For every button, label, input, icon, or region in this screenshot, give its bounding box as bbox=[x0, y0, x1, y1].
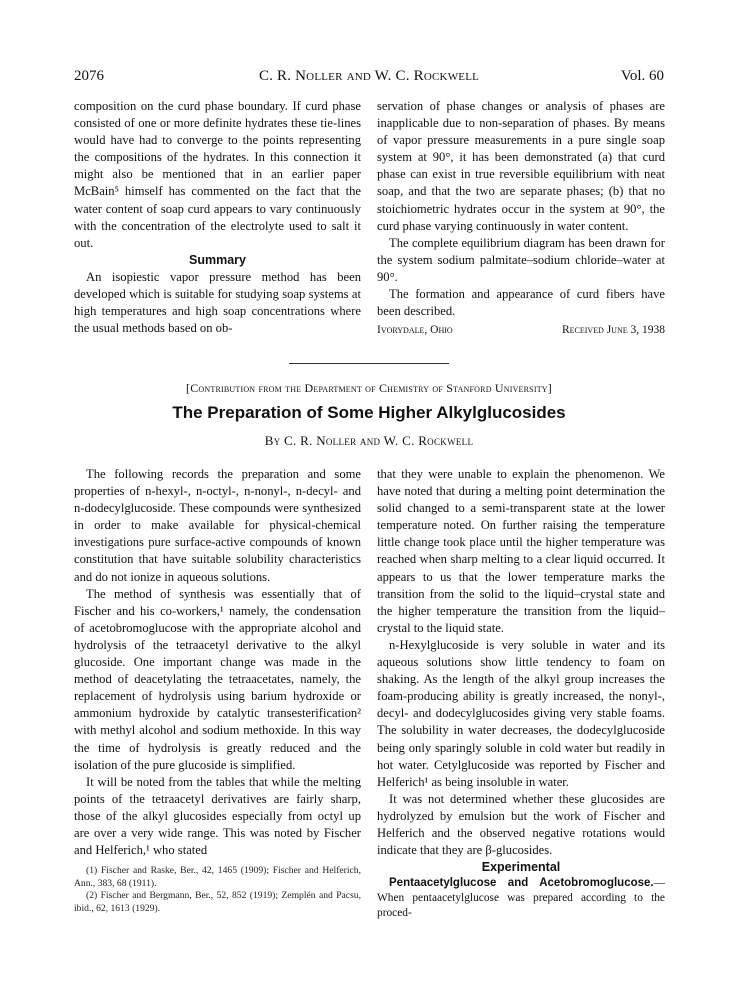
volume-label: Vol. 60 bbox=[620, 68, 664, 84]
sign-off-row bbox=[377, 322, 665, 339]
previous-article-right-column bbox=[377, 98, 665, 339]
paragraph: The method of synthesis was essentially that of Fischer and his co-workers,¹ namely, the condensation of acetobromoglucose with the appropriate alcohol and hydrolysis of the tetraacetyl derivative to the alkyl glucoside. One important change was made in the method of deacetylating the tetraacetates, namely, the replacement of hydrolysis using barium hydroxide or ammonium hydroxide by catalytic transesterification² with methyl alcohol and sodium methoxide. In this way the time of hydrolysis is greatly reduced and the isolation of the pure glucoside is simplified. bbox=[74, 586, 361, 772]
paragraph: servation of phase changes or analysis of phases are inapplicable due to non-separation of phases. By means of vapor pressure measurements in a pure single soap system at 90°, it has been demonstrated (a) that curd phase can exist in true reversible equilibrium with neat soap, and that the two are separate phases; (b) that no stoichiometric hydrates occur in the system at 90°, the curd phase varying continuously in water content. bbox=[377, 99, 665, 233]
summary-paragraph: An isopiestic vapor pressure method has been developed which is suitable for studying soap systems at high temperatures and high soap concentrations where the usual methods based on ob- bbox=[74, 269, 361, 336]
paragraph: It was not determined whether these glucosides are hydrolyzed by emulsion but the work of Fischer and Helferich and the observed negative rotations would indicate that they are β-glucosides. bbox=[377, 791, 665, 858]
footnotes bbox=[74, 865, 361, 915]
page-number: 2076 bbox=[74, 68, 104, 84]
article-left-column bbox=[74, 466, 361, 915]
paragraph: The complete equilibrium diagram has been drawn for the system sodium palmitate–sodium chloride–water at 90°. bbox=[377, 235, 665, 284]
summary-heading: Summary bbox=[189, 252, 246, 267]
location: Ivorydale, Ohio bbox=[377, 324, 453, 337]
experimental-lead: Pentaacetylglucose and Acetobromoglucose. bbox=[389, 877, 654, 890]
paragraph: that they were unable to explain the phenomenon. We have noted that during a melting point determination the solid changed to a semi-transparent state at the lower temperature noted. On further raising the temperature little change took place until the higher temperature was reached when sharp melting to a clear liquid occurred. It appears to us that the lower temperature marks the transition from the solid to the liquid–crystal state and the higher temperature the transition from the liquid–crystal to the liquid state. bbox=[377, 467, 665, 635]
footnote: (2) Fischer and Bergmann, Ber., 52, 852 (1919); Zemplén and Pacsu, ibid., 62, 1613 (1929). bbox=[74, 890, 361, 914]
received-date: Received June 3, 1938 bbox=[561, 324, 665, 337]
paragraph: n-Hexylglucoside is very soluble in water and its aqueous solutions show little tendency to foam on shaking. As the length of the alkyl group increases the foam-producing ability is greatly increased, the nonyl-, decyl- and dodecylglucosides giving very stable foams. The solubility in water decreases, the dodecylglucoside being only sparingly soluble in cold water but readily in hot water. Cetylglucoside was reported by Fischer and Helferich¹ as being insoluble in water. bbox=[377, 637, 665, 789]
experimental-text: —When pentaacetylglucose was prepared according to the proced- bbox=[377, 877, 665, 920]
running-head bbox=[74, 67, 664, 85]
experimental-paragraph bbox=[377, 876, 665, 921]
experimental-heading: Experimental bbox=[481, 860, 561, 875]
byline: By C. R. Noller and W. C. Rockwell bbox=[264, 433, 474, 448]
paragraph: composition on the curd phase boundary. If curd phase consisted of one or more definite hydrates these tie-lines would have had to converge to the points representing the compositions of the hydrates. In this connection it might also be mentioned that in an earlier paper McBain⁵ himself has commented on the fact that the water content of soap curd appears to vary continuously with the concentration of the electrolyte used to salt it out. bbox=[74, 99, 361, 250]
section-divider bbox=[289, 363, 449, 364]
contribution-line: [Contribution from the Department of Chemistry of Stanford University] bbox=[186, 381, 552, 395]
paragraph: The formation and appearance of curd fibers have been described. bbox=[377, 287, 665, 319]
footnote: (1) Fischer and Raske, Ber., 42, 1465 (1909); Fischer and Helferich, Ann., 383, 68 (1911). bbox=[74, 865, 361, 889]
article-title: The Preparation of Some Higher Alkylglucosides bbox=[172, 403, 566, 422]
article-right-column bbox=[377, 466, 665, 921]
previous-article-left-column bbox=[74, 98, 361, 337]
running-head-authors: C. R. Noller and W. C. Rockwell bbox=[258, 68, 480, 84]
paragraph: It will be noted from the tables that while the melting points of the tetraacetyl derivatives are fairly sharp, those of the alkyl glucosides especially from octyl up are over a very wide range. This was noted by Fischer and Helferich,¹ who stated bbox=[74, 774, 361, 858]
paragraph: The following records the preparation and some properties of n-hexyl-, n-octyl-, n-nonyl-, n-decyl- and n-dodecylglucoside. These compounds were synthesized in order to make available for physical-chemical investigations pure surface-active compounds of known constitution that have suitable solubility characteristics and do not ionize in aqueous solutions. bbox=[74, 467, 361, 584]
